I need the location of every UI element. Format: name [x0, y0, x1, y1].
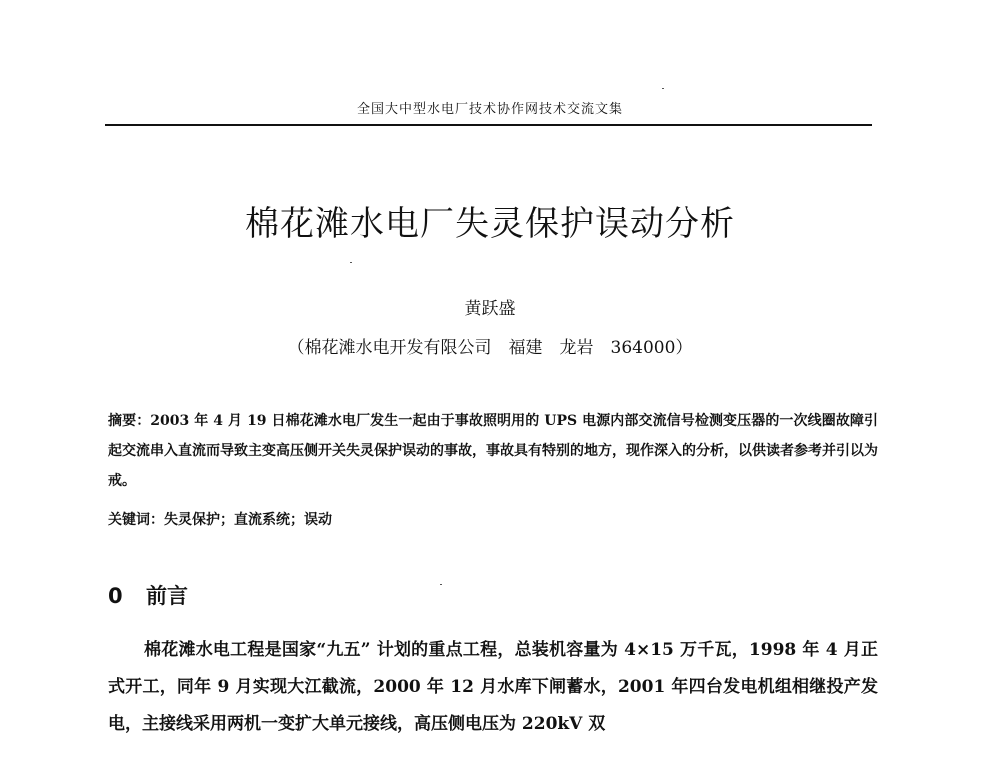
- header-rule: [105, 124, 872, 126]
- section-number: 0: [108, 584, 123, 608]
- section-heading: [108, 580, 188, 610]
- author-affiliation: （棉花滩水电开发有限公司 福建 龙岩 364000）: [287, 338, 693, 358]
- running-header: 全国大中型水电厂技术协作网技术交流文集: [356, 102, 623, 117]
- scan-speck: [440, 584, 442, 585]
- scan-speck: [662, 88, 664, 89]
- abstract-label: 摘要：: [108, 413, 151, 429]
- paper-title: 棉花滩水电厂失灵保护误动分析: [245, 204, 735, 244]
- keywords-label: 关键词：: [108, 512, 164, 528]
- body-paragraph: 棉花滩水电工程是国家“九五” 计划的重点工程，总装机容量为 4×15 万千瓦，1998 年 4 月正式开工，同年 9 月实现大江截流，2000 年 12 月水库下闸蓄水，2001 年四台发电机组相继投产发电，主接线采用两机一变扩大单元接线，高压侧电压为 220kV 双: [108, 640, 878, 734]
- abstract-text: 2003 年 4 月 19 日棉花滩水电厂发生一起由于事故照明用的 UPS 电源内部交流信号检测变压器的一次线圈故障引起交流串入直流而导致主变高压侧开关失灵保护误动的事故，事故具有特别的地方，现作深入的分析，以供读者参考并引以为戒。: [108, 413, 879, 489]
- author-name: 黄跃盛: [464, 299, 516, 319]
- section-title: 前言: [146, 584, 188, 608]
- abstract: [108, 406, 878, 496]
- scan-speck: [350, 262, 352, 263]
- keywords-text: 失灵保护；直流系统；误动: [164, 512, 332, 528]
- keywords: [108, 508, 878, 532]
